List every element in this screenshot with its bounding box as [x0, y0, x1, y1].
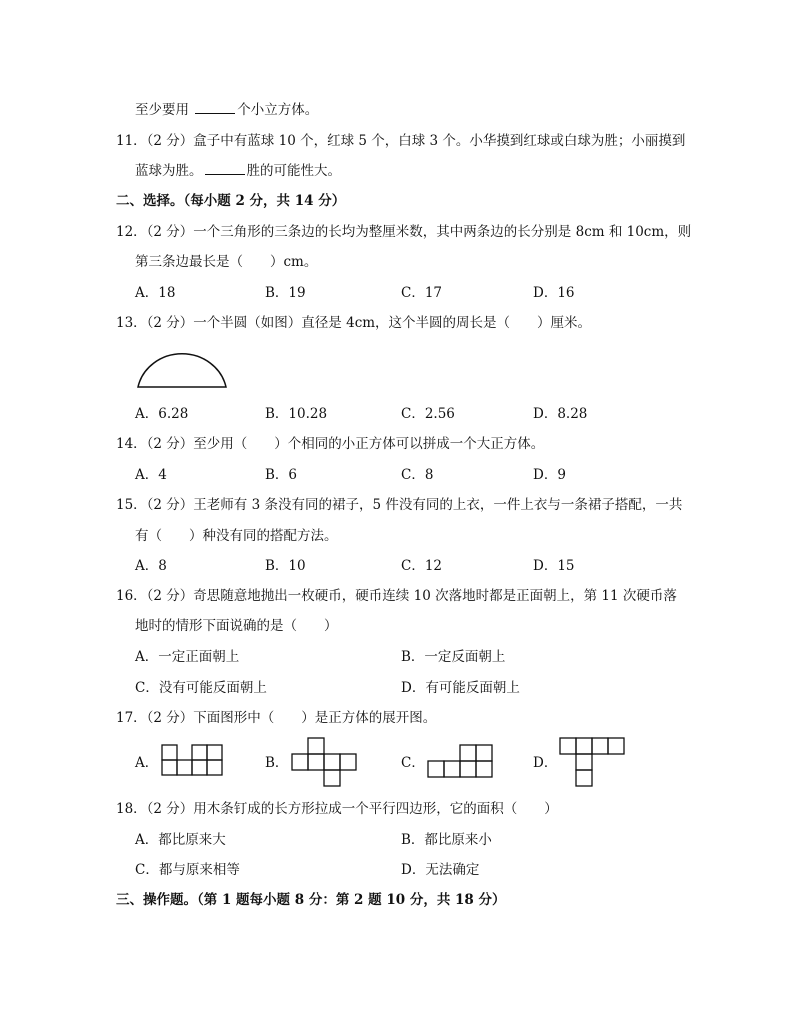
- section-title-operation: 三、操作题。（第 1 题每小题 8 分：第 2 题 10 分，共 18 分）: [116, 892, 506, 908]
- section-title-choice: 二、选择。（每小题 2 分，共 14 分）: [116, 193, 346, 209]
- q16-option-a[interactable]: A．一定正面朝上: [135, 649, 240, 665]
- q17-option-c[interactable]: C．: [401, 755, 425, 771]
- semicircle-figure: [136, 343, 230, 391]
- cube-net-b-figure: [291, 737, 357, 787]
- q15-option-b[interactable]: B．10: [265, 558, 306, 574]
- q13-option-b[interactable]: B．10.28: [265, 406, 328, 422]
- q15-option-a[interactable]: A．8: [135, 558, 167, 574]
- q12-line1: 12．（2 分）一个三角形的三条边的长均为整厘米数，其中两条边的长分别是 8cm 和 10cm，则: [116, 224, 692, 240]
- answer-blank[interactable]: [195, 101, 235, 114]
- q13-line1: 13．（2 分）一个半圆（如图）直径是 4cm，这个半圆的周长是（ ）厘米。: [116, 315, 592, 331]
- q13-option-d[interactable]: D．8.28: [533, 406, 588, 422]
- q15-line1: 15．（2 分）王老师有 3 条没有同的裙子，5 件没有同的上衣，一件上衣与一条裙子搭配，一共: [116, 497, 683, 513]
- q18-option-a[interactable]: A．都比原来大: [135, 832, 226, 848]
- q13-option-a[interactable]: A．6.28: [135, 406, 189, 422]
- q11-line1: 11．（2 分）盒子中有蓝球 10 个，红球 5 个，白球 3 个。小华摸到红球或白球为胜；小丽摸到: [116, 133, 686, 149]
- q12-option-d[interactable]: D．16: [533, 285, 575, 301]
- q14-line1: 14．（2 分）至少用（ ）个相同的小正方体可以拼成一个大正方体。: [116, 436, 545, 452]
- cube-net-c-figure: [427, 744, 493, 778]
- q16-option-b[interactable]: B．一定反面朝上: [401, 649, 506, 665]
- q11-text-after: 胜的可能性大。: [246, 163, 341, 179]
- q14-option-c[interactable]: C．8: [401, 467, 434, 483]
- q18-option-b[interactable]: B．都比原来小: [401, 832, 492, 848]
- q14-option-b[interactable]: B．6: [265, 467, 298, 483]
- q11-line2: [135, 162, 341, 180]
- q17-option-a[interactable]: A．: [135, 755, 159, 771]
- q14-option-d[interactable]: D．9: [533, 467, 566, 483]
- q16-line1: 16．（2 分）奇思随意地抛出一枚硬币，硬币连续 10 次落地时都是正面朝上，第 11 次硬币落: [116, 588, 677, 604]
- q17-option-b[interactable]: B．: [265, 755, 289, 771]
- q12-option-b[interactable]: B．19: [265, 285, 306, 301]
- q10-text-before: 至少要用: [135, 102, 194, 118]
- q14-option-a[interactable]: A．4: [135, 467, 167, 483]
- answer-blank[interactable]: [205, 162, 245, 175]
- q18-line1: 18．（2 分）用木条钉成的长方形拉成一个平行四边形，它的面积（ ）: [116, 801, 558, 817]
- q15-option-d[interactable]: D．15: [533, 558, 575, 574]
- q12-option-a[interactable]: A．18: [135, 285, 176, 301]
- q13-option-c[interactable]: C．2.56: [401, 406, 455, 422]
- q18-option-d[interactable]: D．无法确定: [401, 862, 480, 878]
- q16-option-c[interactable]: C．没有可能反面朝上: [135, 680, 267, 696]
- q11-text-before: 蓝球为胜。: [135, 163, 203, 179]
- cube-net-d-figure: [559, 737, 625, 787]
- q10-text-after: 个小立方体。: [237, 102, 319, 118]
- q12-option-c[interactable]: C．17: [401, 285, 443, 301]
- q10-tail: [135, 101, 318, 119]
- q16-option-d[interactable]: D．有可能反面朝上: [401, 680, 520, 696]
- q18-option-c[interactable]: C．都与原来相等: [135, 862, 240, 878]
- q16-line2: 地时的情形下面说确的是（ ）: [135, 618, 338, 634]
- q17-line1: 17．（2 分）下面图形中（ ）是正方体的展开图。: [116, 710, 437, 726]
- q17-option-d[interactable]: D．: [533, 755, 558, 771]
- q12-line2: 第三条边最长是（ ）cm。: [135, 254, 318, 270]
- cube-net-a-figure: [161, 744, 225, 776]
- q15-line2: 有（ ）种没有同的搭配方法。: [135, 528, 338, 544]
- q15-option-c[interactable]: C．12: [401, 558, 443, 574]
